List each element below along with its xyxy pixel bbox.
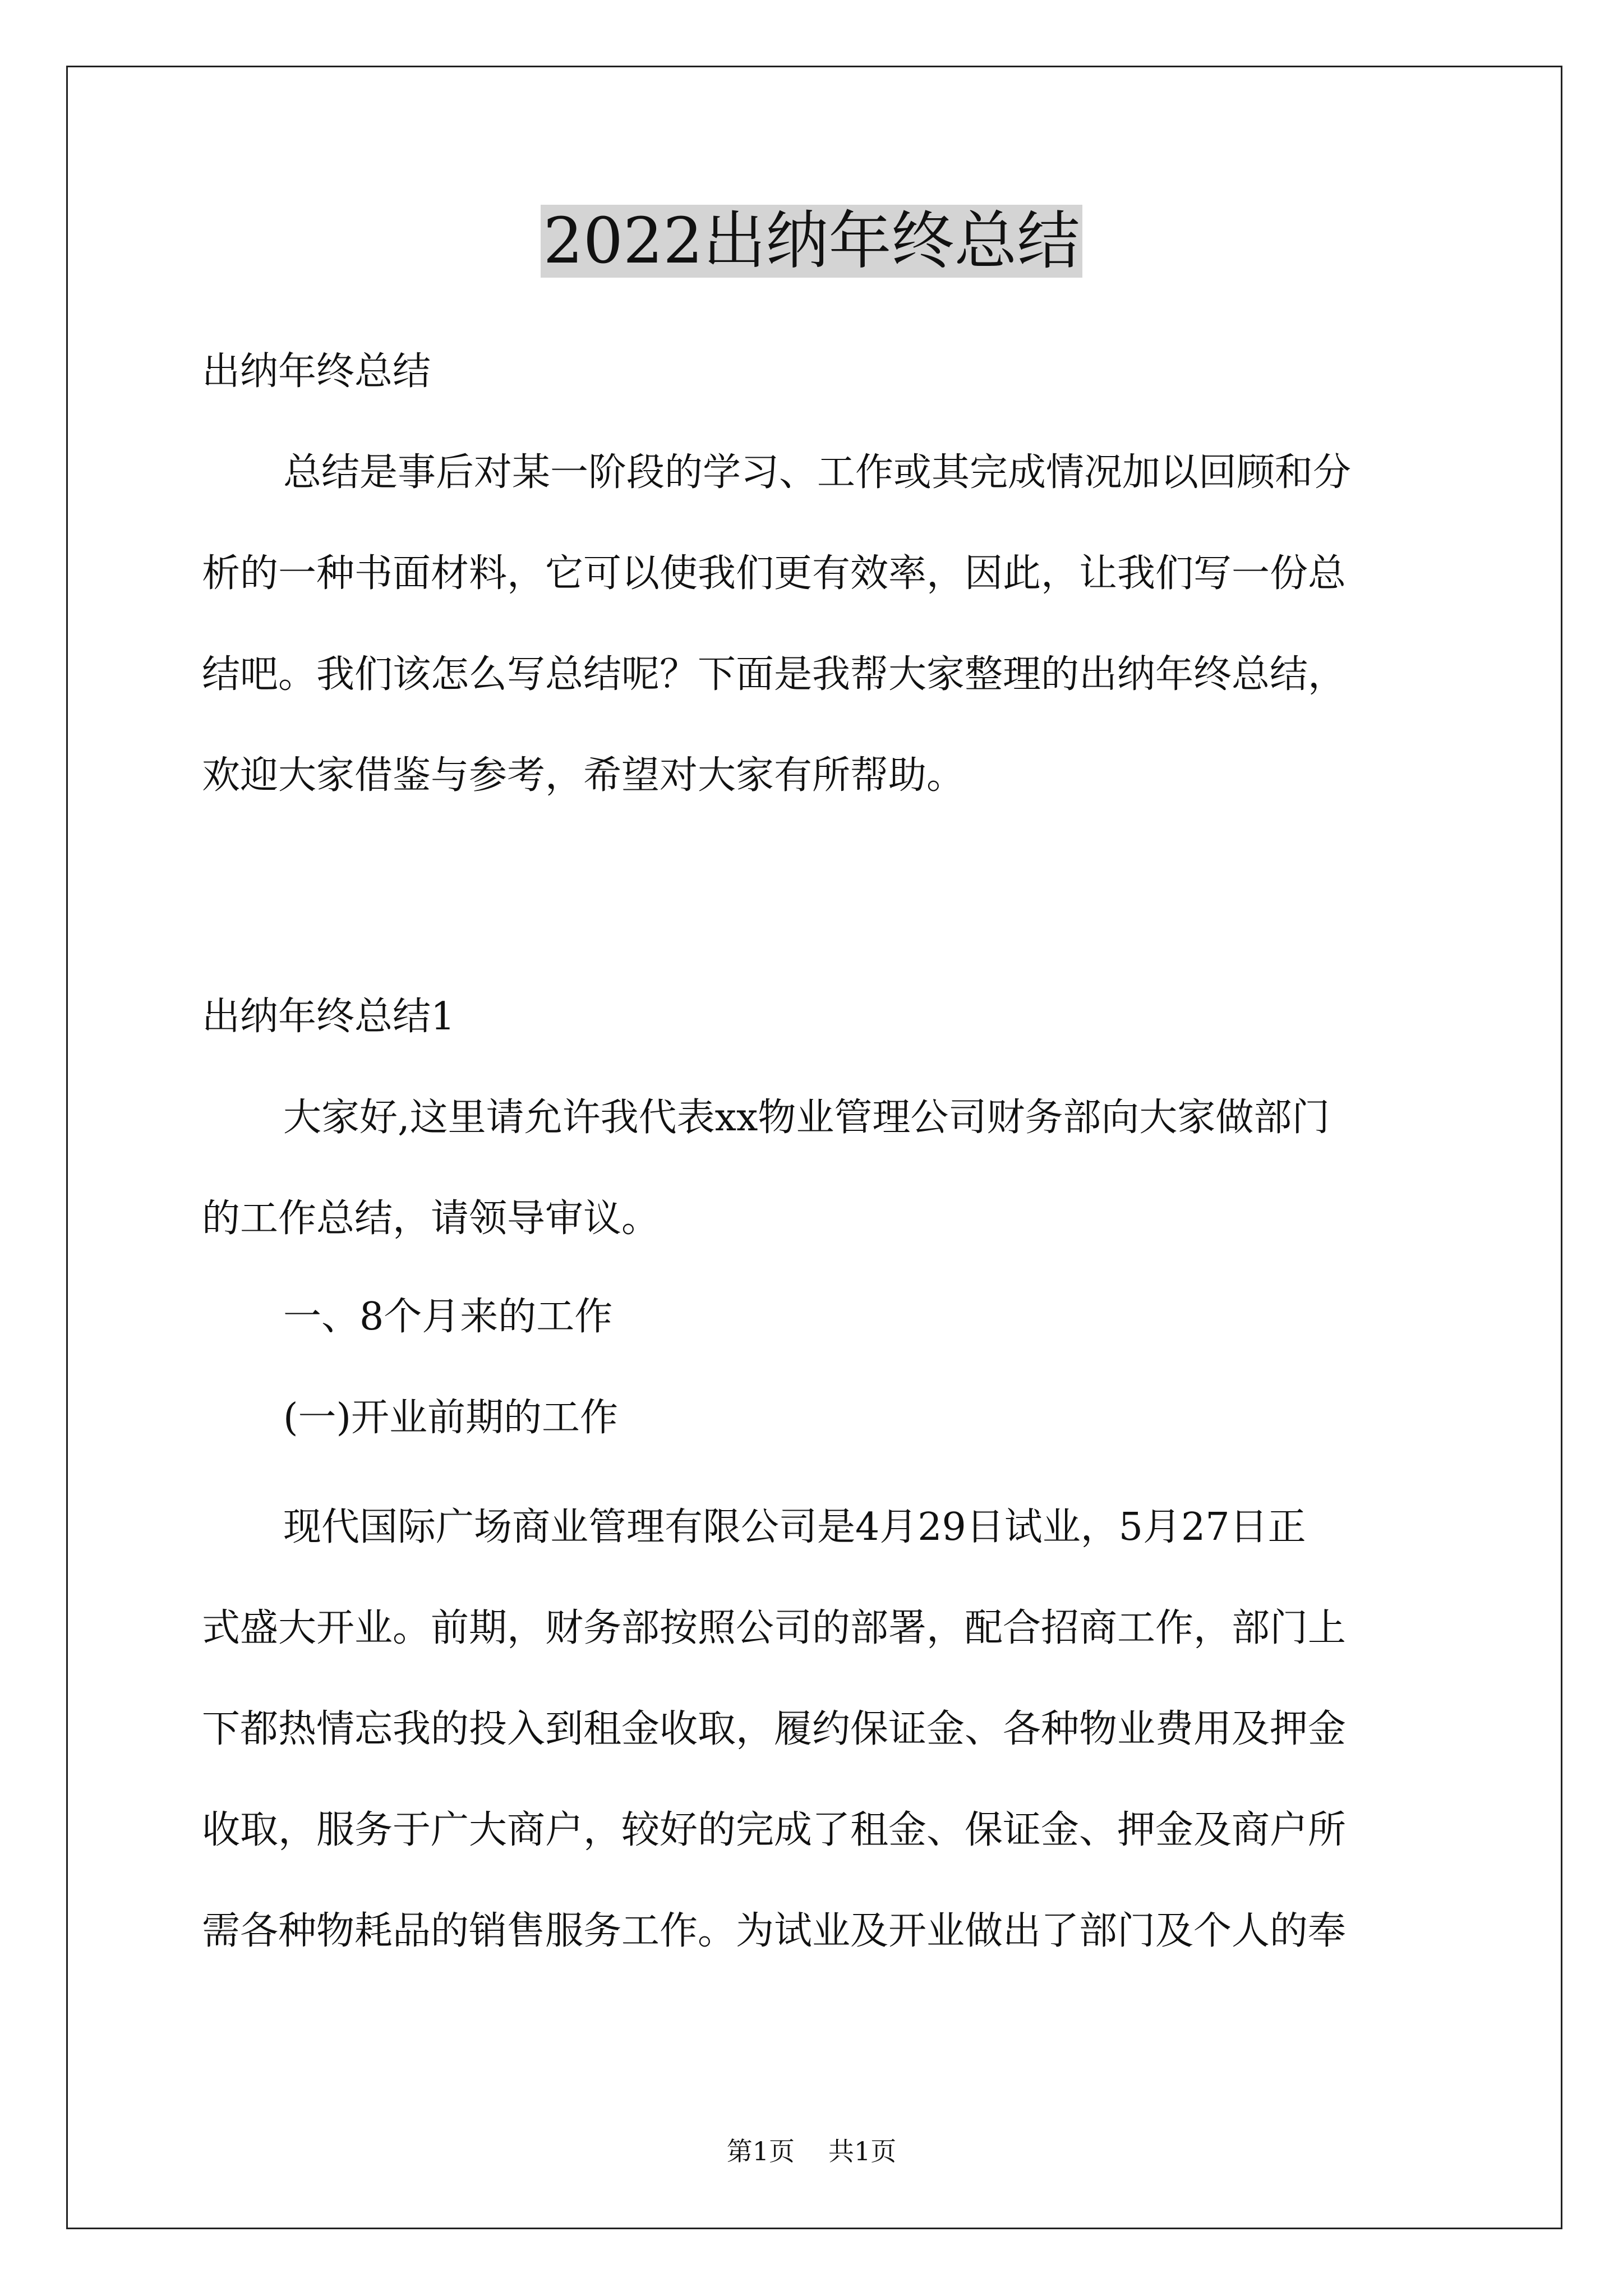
page-number: 第1页: [726, 2136, 795, 2166]
body-line-2: 式盛大开业。前期，财务部按照公司的部署，配合招商工作，部门上: [202, 1606, 1347, 1650]
section-heading: 出纳年终总结: [202, 349, 431, 394]
intro-line-3: 结吧。我们该怎么写总结呢？下面是我帮大家整理的出纳年终总结，: [202, 652, 1347, 697]
article-heading: 出纳年终总结1: [202, 995, 455, 1039]
page-total: 共1页: [828, 2136, 897, 2166]
outline-heading-1-1: (一)开业前期的工作: [283, 1396, 619, 1440]
intro-line-2: 析的一种书面材料，它可以使我们更有效率，因此，让我们写一份总: [202, 551, 1347, 596]
outline-heading-1: 一、8个月来的工作: [283, 1295, 613, 1339]
document-title: 2022出纳年终总结: [0, 202, 1623, 280]
body-line-4: 收取，服务于广大商户，较好的完成了租金、保证金、押金及商户所: [202, 1808, 1347, 1852]
greeting-line-1: 大家好,这里请允许我代表xx物业管理公司财务部向大家做部门: [283, 1096, 1330, 1140]
page-footer: [0, 2134, 1623, 2168]
body-line-1: 现代国际广场商业管理有限公司是4月29日试业，5月27日正: [283, 1505, 1306, 1549]
intro-line-4: 欢迎大家借鉴与参考，希望对大家有所帮助。: [202, 753, 965, 798]
body-line-3: 下都热情忘我的投入到租金收取，履约保证金、各种物业费用及押金: [202, 1707, 1347, 1751]
greeting-line-2: 的工作总结，请领导审议。: [202, 1197, 660, 1241]
intro-line-1: 总结是事后对某一阶段的学习、工作或其完成情况加以回顾和分: [283, 450, 1352, 495]
body-line-5: 需各种物耗品的销售服务工作。为试业及开业做出了部门及个人的奉: [202, 1909, 1347, 1953]
